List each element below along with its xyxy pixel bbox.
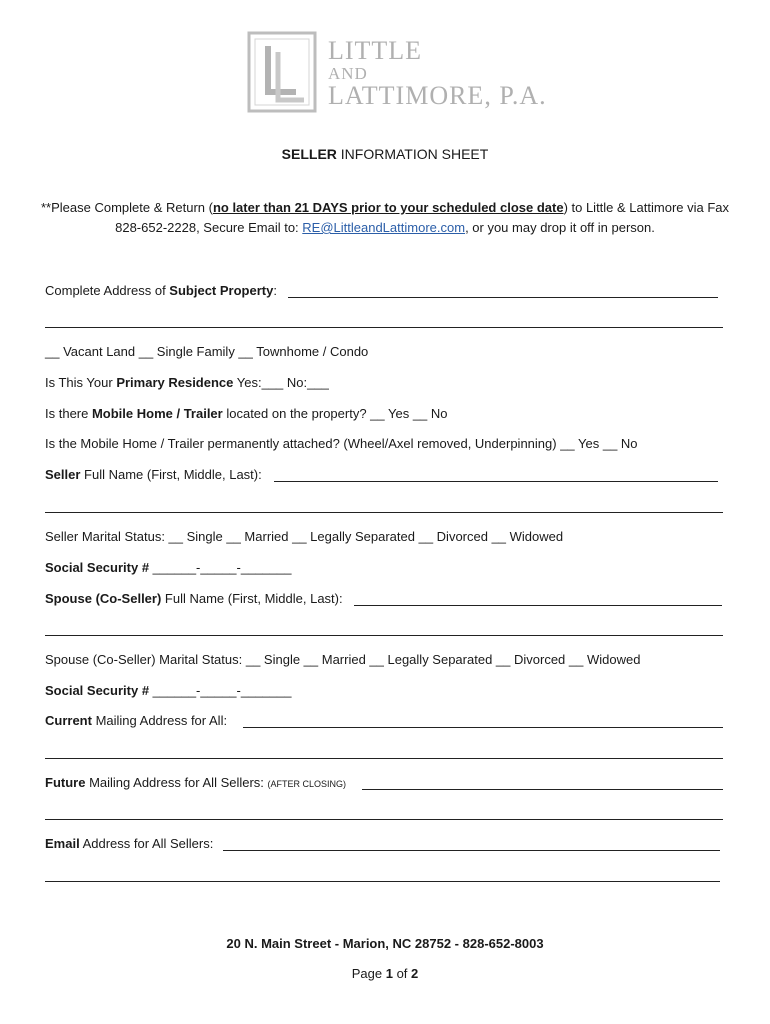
firm-logo-mark [246, 30, 318, 114]
seller-name-label [45, 467, 262, 482]
mobile-home-question[interactable] [45, 406, 448, 421]
instructions-prefix: **Please Complete & Return ( [40, 200, 213, 215]
future-bold: Future [45, 775, 86, 790]
email-field-line-1[interactable] [223, 850, 720, 851]
spouse-marital-status[interactable]: Spouse (Co-Seller) Marital Status: __ Single __ Married __ Legally Separated __ Divorced __ Widowed [45, 652, 641, 667]
instructions-suffix: , or you may drop it off in person. [465, 220, 655, 235]
seller-bold: Seller [45, 467, 81, 482]
instructions [30, 198, 740, 238]
title-bold: SELLER [281, 146, 337, 162]
email-field-line-2[interactable] [45, 881, 720, 882]
current-rest: Mailing Address for All: [91, 713, 228, 728]
future-address-field-line-2[interactable] [45, 819, 723, 820]
firm-logo-text [328, 38, 547, 109]
property-type-options[interactable]: __ Vacant Land __ Single Family __ Townhome / Condo [45, 344, 369, 359]
address-label-plain: Complete Address of [45, 283, 170, 298]
address-field-line-1[interactable] [288, 297, 718, 298]
current-address-field-line-2[interactable] [45, 758, 723, 759]
seller-ssn-blanks: ______-_____-_______ [149, 560, 292, 575]
future-address-label [45, 775, 346, 790]
mobile-attached-question[interactable]: Is the Mobile Home / Trailer permanently attached? (Wheel/Axel removed, Underpinning) __ Yes __ No [45, 436, 638, 451]
logo-line-2: AND [328, 64, 368, 83]
page-total: 2 [411, 966, 419, 981]
email-link[interactable]: RE@LittleandLattimore.com [302, 220, 466, 235]
address-label [45, 283, 277, 298]
footer-address-text: 20 N. Main Street - Marion, NC 28752 - 828-652-8003 [226, 936, 544, 951]
title-rest: INFORMATION SHEET [336, 146, 489, 162]
current-bold: Current [45, 713, 92, 728]
mobile-rest: located on the property? __ Yes __ No [222, 406, 448, 421]
primary-plain: Is This Your [45, 375, 117, 390]
mobile-plain: Is there [45, 406, 92, 421]
spouse-bold: Spouse (Co-Seller) [45, 591, 162, 606]
footer-address [0, 936, 770, 951]
address-colon: : [273, 283, 277, 298]
spouse-ssn[interactable] [45, 683, 291, 698]
spouse-name-field-line-2[interactable] [45, 635, 723, 636]
mobile-bold: Mobile Home / Trailer [91, 406, 223, 421]
seller-name-field-line-1[interactable] [274, 481, 718, 482]
logo-line-3: LATTIMORE, P.A. [328, 81, 547, 110]
page-prefix: Page [351, 966, 386, 981]
current-address-label [45, 713, 227, 728]
page-of: of [392, 966, 412, 981]
seller-ssn-label: Social Security # [45, 560, 150, 575]
page-num: 1 [385, 966, 393, 981]
instructions-middle: ) to Little & Lattimore via Fax 828-652-2228, Secure Email to: [115, 200, 730, 235]
future-rest: Mailing Address for All Sellers: [85, 775, 268, 790]
primary-bold: Primary Residence [116, 375, 234, 390]
current-address-field-line-1[interactable] [243, 727, 723, 728]
email-rest: Address for All Sellers: [79, 836, 214, 851]
primary-residence-question[interactable] [45, 375, 329, 390]
address-field-line-2[interactable] [45, 327, 723, 328]
page-title [0, 146, 770, 162]
spouse-name-field-line-1[interactable] [354, 605, 722, 606]
spouse-ssn-label: Social Security # [45, 683, 150, 698]
seller-name-field-line-2[interactable] [45, 512, 723, 513]
email-bold: Email [45, 836, 80, 851]
page-number [0, 966, 770, 981]
instructions-deadline: no later than 21 DAYS prior to your scheduled close date [212, 200, 564, 215]
spouse-name-label [45, 591, 343, 606]
spouse-rest: Full Name (First, Middle, Last): [161, 591, 343, 606]
address-label-bold: Subject Property [169, 283, 274, 298]
seller-marital-status[interactable]: Seller Marital Status: __ Single __ Married __ Legally Separated __ Divorced __ Widowed [45, 529, 564, 544]
spouse-ssn-blanks: ______-_____-_______ [149, 683, 292, 698]
logo-line-1: LITTLE [328, 36, 423, 65]
future-note: (AFTER CLOSING) [267, 779, 347, 789]
primary-options: Yes:___ No:___ [233, 375, 329, 390]
future-address-field-line-1[interactable] [362, 789, 723, 790]
seller-rest: Full Name (First, Middle, Last): [80, 467, 262, 482]
seller-ssn[interactable] [45, 560, 291, 575]
email-label [45, 836, 213, 851]
